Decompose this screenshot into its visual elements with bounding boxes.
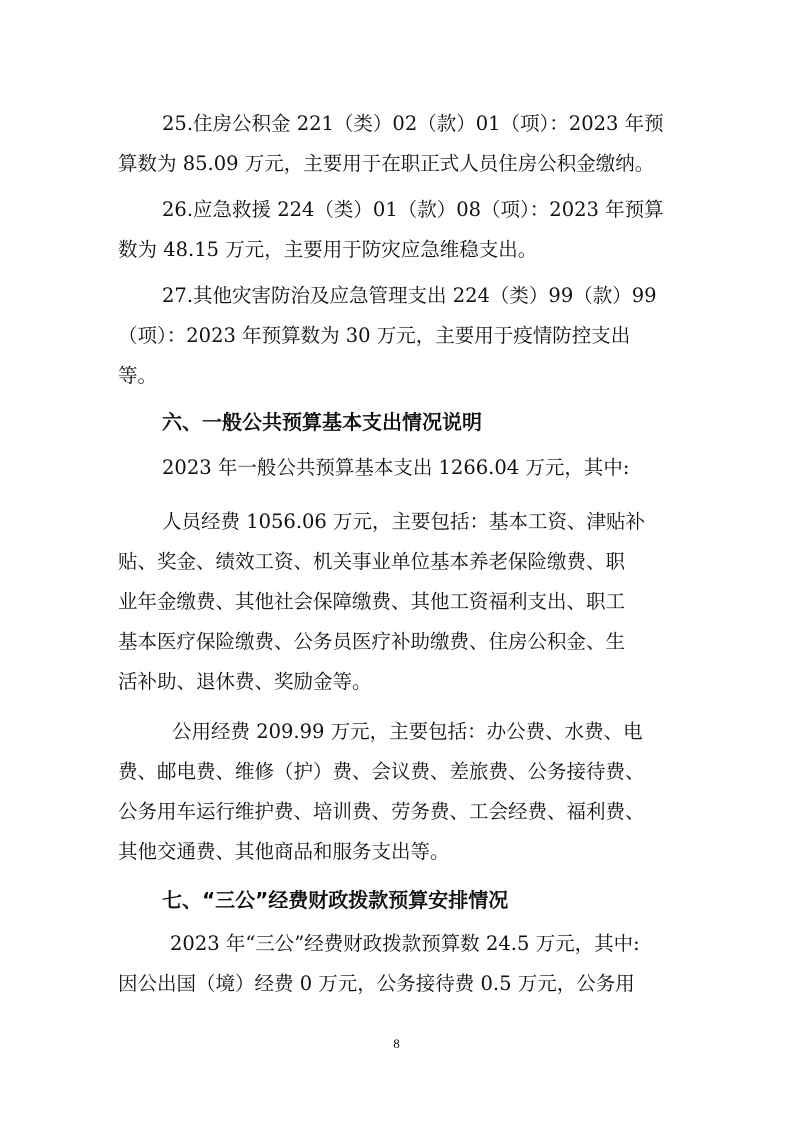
public-line-4: 其他交通费、其他商品和服务支出等。: [118, 840, 450, 863]
page-number: 8: [393, 1036, 400, 1051]
section-7-line-1: 2023 年“三公”经费财政拨款预算数 24.5 万元，其中:: [170, 932, 640, 955]
personnel-line-2: 贴、奖金、绩效工资、机关事业单位基本养老保险缴费、职: [118, 550, 626, 573]
item-27-line-2: （项）：2023 年预算数为 30 万元，主要用于疫情防控支出: [118, 324, 631, 347]
item-25-paragraph: [118, 104, 678, 184]
item-25-line-1: 25.住房公积金 221（类）02（款）01（项）：2023 年预: [162, 112, 664, 135]
section-6-summary: [118, 448, 678, 488]
personnel-line-3: 业年金缴费、其他社会保障缴费、其他工资福利支出、职工: [118, 590, 626, 613]
section-6-summary-line: 2023 年一般公共预算基本支出 1266.04 万元，其中:: [162, 456, 630, 479]
personnel-line-5: 活补助、退休费、奖励金等。: [118, 670, 372, 693]
item-27-line-1: 27.其他灾害防治及应急管理支出 224（类）99（款）99: [162, 284, 657, 307]
item-26-line-1: 26.应急救援 224（类）01（款）08（项）：2023 年预算: [162, 198, 664, 221]
public-line-3: 公务用车运行维护费、培训费、劳务费、工会经费、福利费、: [118, 800, 645, 823]
public-line-2: 费、邮电费、维修（护）费、会议费、差旅费、公务接待费、: [118, 760, 645, 783]
personnel-line-1: 人员经费 1056.06 万元，主要包括：基本工资、津贴补: [162, 510, 646, 533]
item-27-paragraph: [118, 276, 678, 396]
item-26-line-2: 数为 48.15 万元，主要用于防灾应急维稳支出。: [118, 238, 538, 261]
item-25-line-2: 算数为 85.09 万元，主要用于在职正式人员住房公积金缴纳。: [118, 152, 655, 175]
public-expenses-paragraph: [118, 712, 678, 872]
item-26-paragraph: [118, 190, 678, 270]
item-27-line-3: 等。: [118, 364, 158, 387]
section-6-heading: 六、一般公共预算基本支出情况说明: [162, 410, 482, 434]
personnel-expenses-paragraph: [118, 502, 678, 702]
section-7-heading: 七、“三公”经费财政拨款预算安排情况: [162, 888, 509, 912]
section-7-line-2: 因公出国（境）经费 0 万元，公务接待费 0.5 万元，公务用: [118, 972, 635, 995]
personnel-line-4: 基本医疗保险缴费、公务员医疗补助缴费、住房公积金、生: [118, 630, 626, 653]
section-7-paragraph: [118, 924, 678, 1004]
public-line-1: 公用经费 209.99 万元，主要包括：办公费、水费、电: [172, 720, 643, 743]
